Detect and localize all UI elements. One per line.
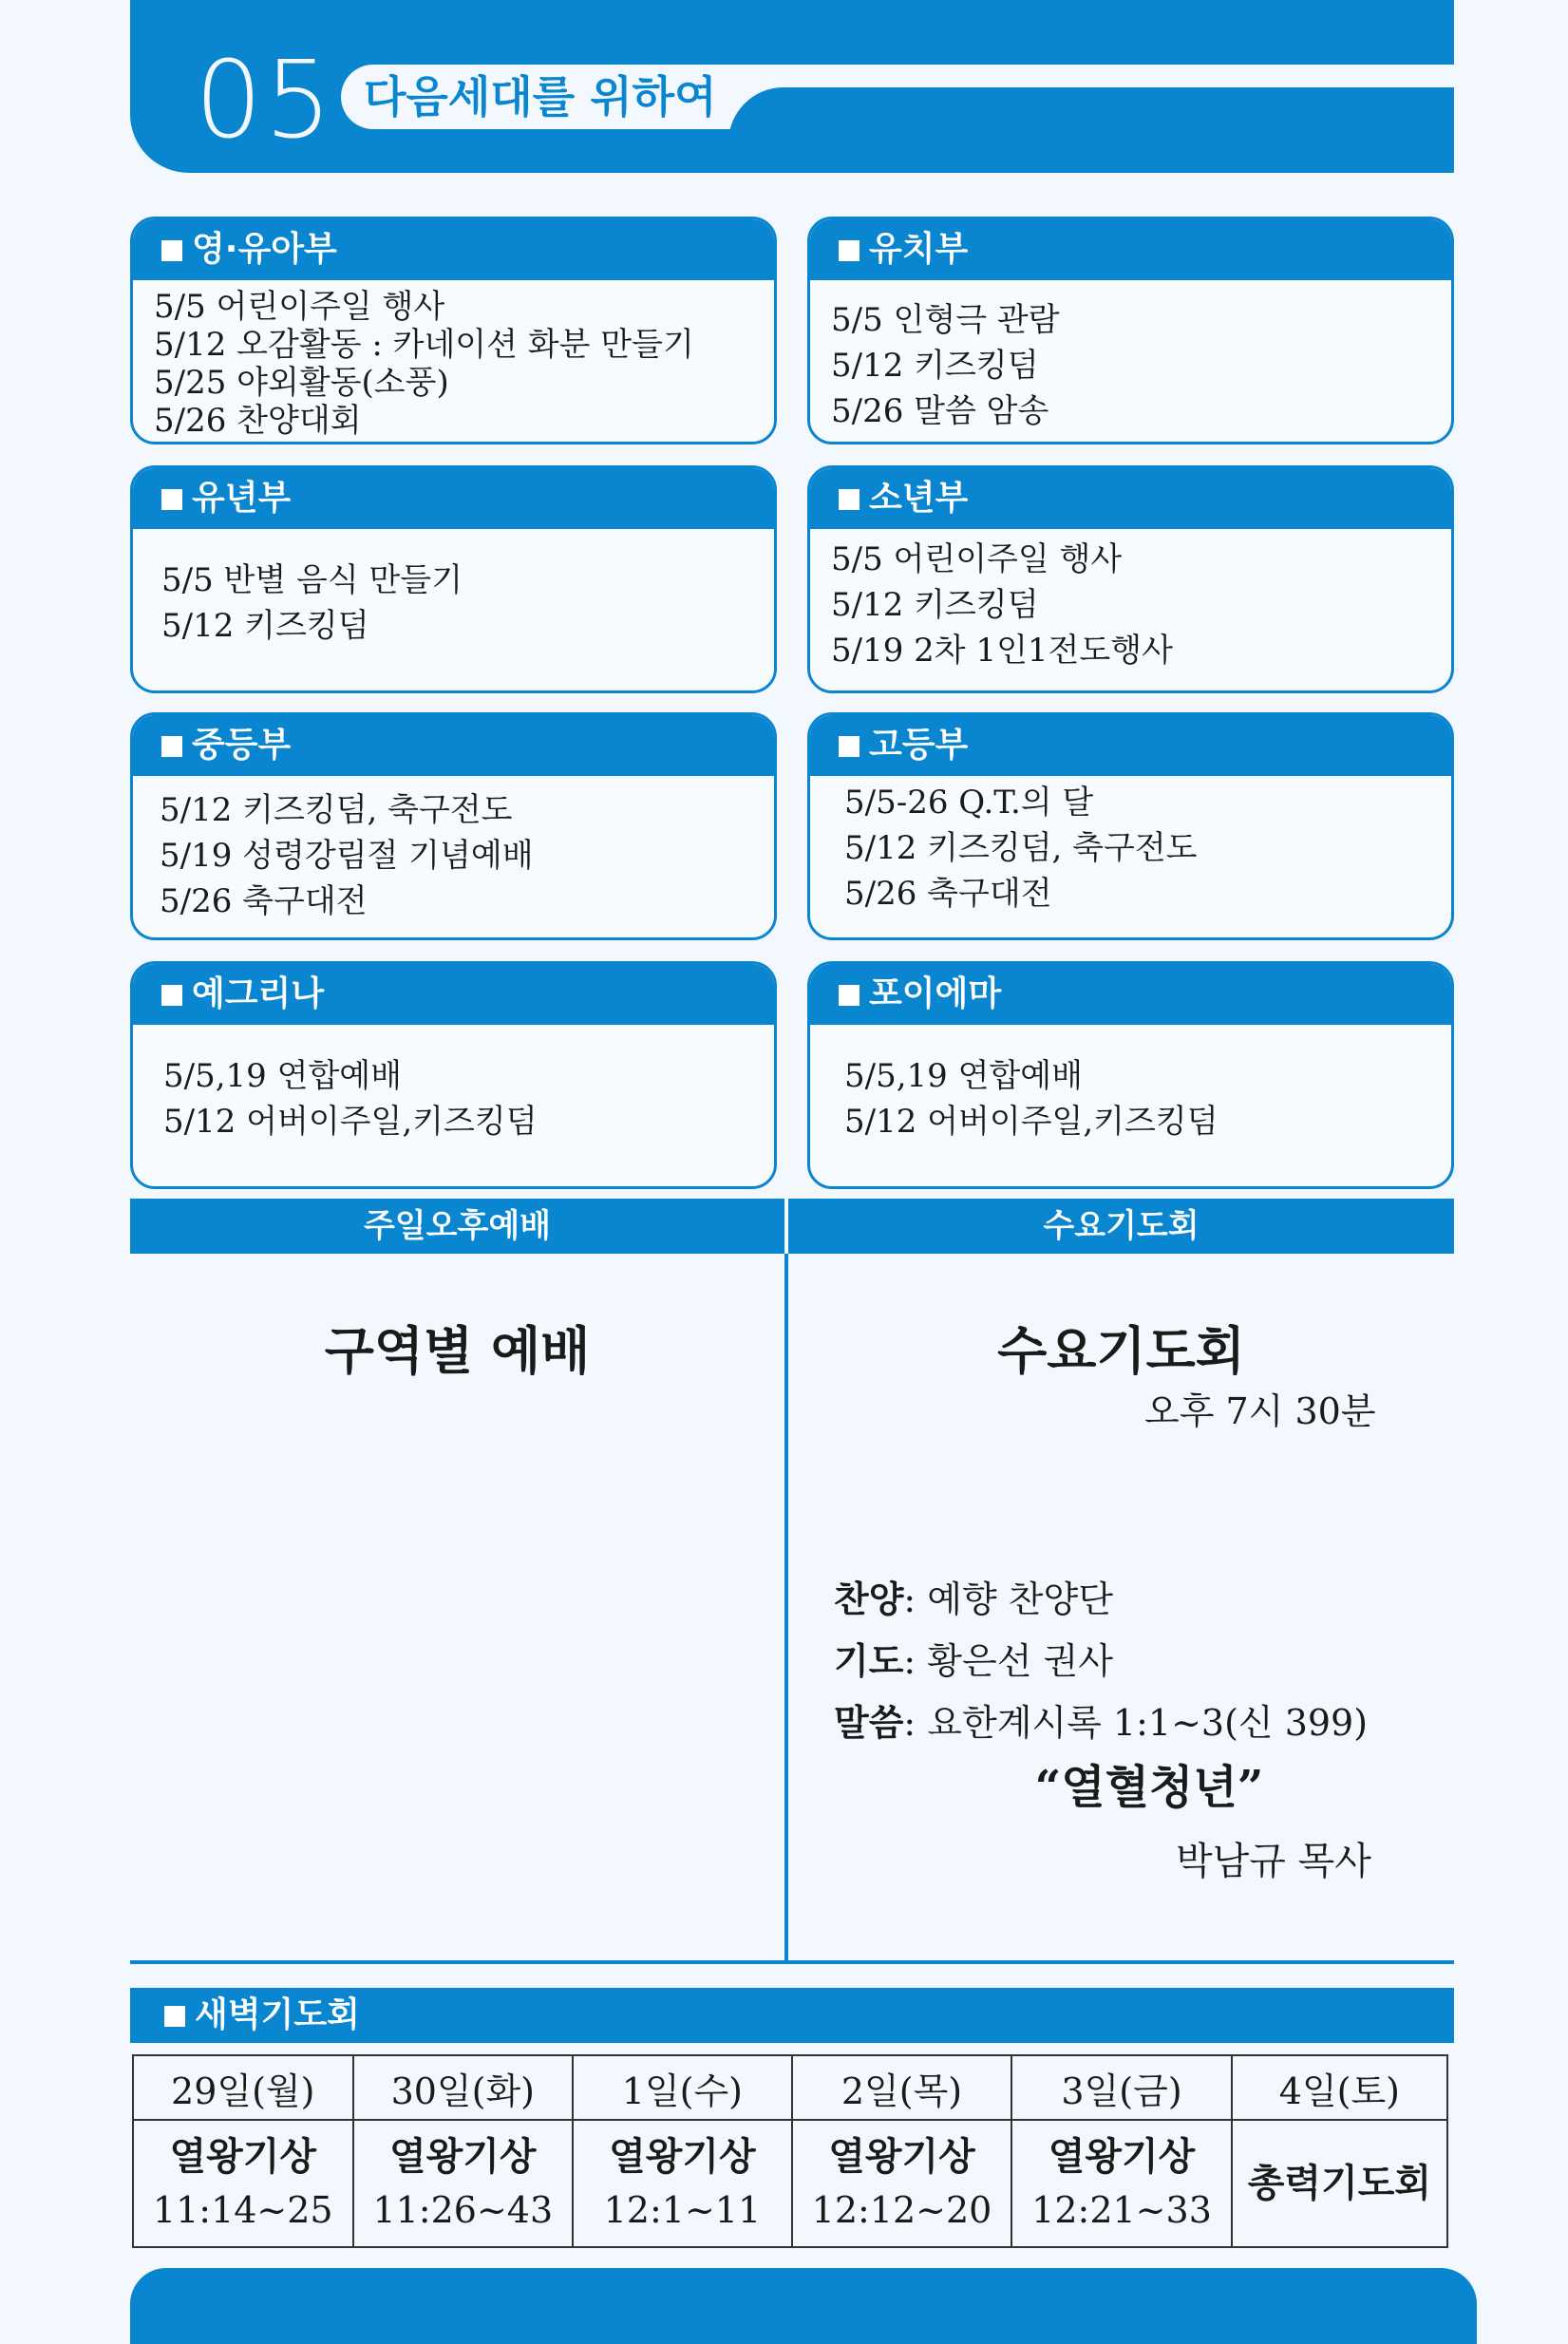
dept-card-header xyxy=(133,964,774,1025)
section-header xyxy=(130,0,1454,173)
schedule-item: 5/12 키즈킹덤, 축구전도 xyxy=(160,791,513,829)
schedule-item: 5/5-26 Q.T.의 달 xyxy=(844,784,1094,822)
schedule-item: 5/5 어린이주일 행사 xyxy=(831,540,1123,578)
dept-schedule xyxy=(810,529,1451,673)
dept-card-header xyxy=(810,468,1451,529)
service-bottom-rule xyxy=(130,1960,1454,1964)
table-header-row xyxy=(133,2055,1447,2120)
program-label: 기도 xyxy=(834,1640,904,1682)
dept-schedule xyxy=(133,529,774,649)
table-cell xyxy=(353,2120,574,2247)
day-header: 30일(화) xyxy=(353,2055,574,2120)
passage-verses: 11:26~43 xyxy=(372,2189,554,2231)
section-number: 05 xyxy=(195,39,334,162)
preacher-name: 박남규 목사 xyxy=(1176,1840,1371,1883)
table-cell xyxy=(573,2120,792,2247)
dept-card-header xyxy=(133,715,774,776)
program-value: : 요한계시록 1:1~3(신 399) xyxy=(903,1702,1369,1744)
dept-schedule xyxy=(133,776,774,924)
dept-card-elementary xyxy=(130,465,777,693)
schedule-item: 5/26 찬양대회 xyxy=(154,402,362,440)
total-prayer-label: 총력기도회 xyxy=(1247,2162,1431,2205)
square-bullet-icon xyxy=(839,240,860,261)
schedule-item: 5/25 야외활동(소풍) xyxy=(154,364,449,402)
table-cell xyxy=(792,2120,1012,2247)
schedule-item: 5/26 축구대전 xyxy=(844,875,1052,913)
square-bullet-icon xyxy=(161,240,182,261)
schedule-item: 5/12 오감활동 : 카네이션 화분 만들기 xyxy=(154,326,694,364)
schedule-item: 5/19 성령강림절 기념예배 xyxy=(160,837,534,875)
square-bullet-icon xyxy=(161,736,182,757)
dept-card-header xyxy=(133,468,774,529)
sermon-title: “열혈청년” xyxy=(1034,1761,1264,1814)
schedule-item: 5/12 어버이주일,키즈킹덤 xyxy=(844,1103,1219,1141)
dept-card-middle xyxy=(130,712,777,940)
dept-card-poiema xyxy=(807,961,1454,1189)
dept-name: 포이에마 xyxy=(869,974,1002,1013)
header-decoration xyxy=(728,87,1454,173)
table-cell xyxy=(1232,2120,1447,2247)
wednesday-service-bar: 수요기도회 xyxy=(788,1199,1454,1254)
table-cell xyxy=(133,2120,353,2247)
square-bullet-icon xyxy=(839,985,860,1006)
schedule-item: 5/5 인형극 관람 xyxy=(831,301,1060,339)
footer-bar xyxy=(130,2268,1477,2344)
schedule-item: 5/12 키즈킹덤 xyxy=(831,586,1039,624)
square-bullet-icon xyxy=(161,985,182,1006)
day-header: 1일(수) xyxy=(573,2055,792,2120)
schedule-item: 5/26 말씀 암송 xyxy=(831,392,1049,430)
schedule-item: 5/5 반별 음식 만들기 xyxy=(161,561,463,599)
dept-card-high xyxy=(807,712,1454,940)
section-title: 다음세대를 위하여 xyxy=(364,71,717,123)
schedule-item: 5/5,19 연합예배 xyxy=(163,1057,402,1095)
dept-card-infant xyxy=(130,217,777,444)
dept-card-header xyxy=(810,964,1451,1025)
square-bullet-icon xyxy=(164,2006,185,2027)
program-label: 말씀 xyxy=(834,1702,904,1744)
passage-verses: 11:14~25 xyxy=(152,2189,333,2231)
schedule-item: 5/12 어버이주일,키즈킹덤 xyxy=(163,1103,538,1141)
day-header: 3일(금) xyxy=(1011,2055,1232,2120)
passage-book: 열왕기상 xyxy=(1048,2135,1196,2179)
dept-name: 유년부 xyxy=(192,479,292,518)
program-row-prayer xyxy=(834,1632,1113,1684)
passage-verses: 12:21~33 xyxy=(1031,2189,1212,2231)
sunday-service-title: 구역별 예배 xyxy=(324,1320,591,1381)
dept-schedule xyxy=(810,1025,1451,1144)
dawn-prayer-title: 새벽기도회 xyxy=(195,1995,360,2034)
dept-schedule xyxy=(133,1025,774,1144)
program-value: : 예향 찬양단 xyxy=(903,1578,1113,1620)
table-row xyxy=(133,2120,1447,2247)
dawn-prayer-bar xyxy=(130,1988,1454,2043)
passage-verses: 12:12~20 xyxy=(811,2189,992,2231)
program-row-praise xyxy=(834,1570,1113,1622)
program-value: : 황은선 권사 xyxy=(903,1640,1113,1682)
sunday-service-bar: 주일오후예배 xyxy=(130,1199,784,1254)
passage-book: 열왕기상 xyxy=(828,2135,975,2179)
table-cell xyxy=(1011,2120,1232,2247)
dept-card-header xyxy=(133,219,774,280)
day-header: 4일(토) xyxy=(1232,2055,1447,2120)
dept-card-kindergarten xyxy=(807,217,1454,444)
dept-name: 소년부 xyxy=(869,479,969,518)
schedule-item: 5/19 2차 1인1전도행사 xyxy=(831,632,1173,670)
day-header: 29일(월) xyxy=(133,2055,353,2120)
dept-schedule xyxy=(133,280,774,440)
dept-schedule xyxy=(810,280,1451,434)
program-row-sermon xyxy=(834,1693,1368,1746)
passage-verses: 12:1~11 xyxy=(603,2189,762,2231)
dawn-prayer-table xyxy=(132,2054,1448,2248)
dept-name: 예그리나 xyxy=(192,974,325,1013)
dept-card-boys xyxy=(807,465,1454,693)
dept-card-yegrina xyxy=(130,961,777,1189)
schedule-item: 5/12 키즈킹덤 xyxy=(831,347,1039,385)
wednesday-service-time: 오후 7시 30분 xyxy=(1144,1390,1376,1432)
dept-card-header xyxy=(810,715,1451,776)
schedule-item: 5/12 키즈킹덤 xyxy=(161,607,369,645)
schedule-item: 5/5,19 연합예배 xyxy=(844,1057,1083,1095)
square-bullet-icon xyxy=(839,489,860,510)
passage-book: 열왕기상 xyxy=(609,2135,756,2179)
schedule-item: 5/26 축구대전 xyxy=(160,882,368,920)
schedule-item: 5/5 어린이주일 행사 xyxy=(154,288,445,326)
square-bullet-icon xyxy=(161,489,182,510)
passage-book: 열왕기상 xyxy=(169,2135,317,2179)
schedule-item: 5/12 키즈킹덤, 축구전도 xyxy=(844,829,1198,867)
square-bullet-icon xyxy=(839,736,860,757)
dept-name: 고등부 xyxy=(869,726,969,765)
day-header: 2일(목) xyxy=(792,2055,1012,2120)
dept-name: 유치부 xyxy=(869,230,969,269)
dept-name: 중등부 xyxy=(192,726,292,765)
passage-book: 열왕기상 xyxy=(389,2135,537,2179)
wednesday-service-title: 수요기도회 xyxy=(997,1320,1245,1381)
program-label: 찬양 xyxy=(834,1578,904,1620)
dept-schedule xyxy=(810,776,1451,917)
dept-card-header xyxy=(810,219,1451,280)
dept-name: 영·유아부 xyxy=(192,230,337,269)
